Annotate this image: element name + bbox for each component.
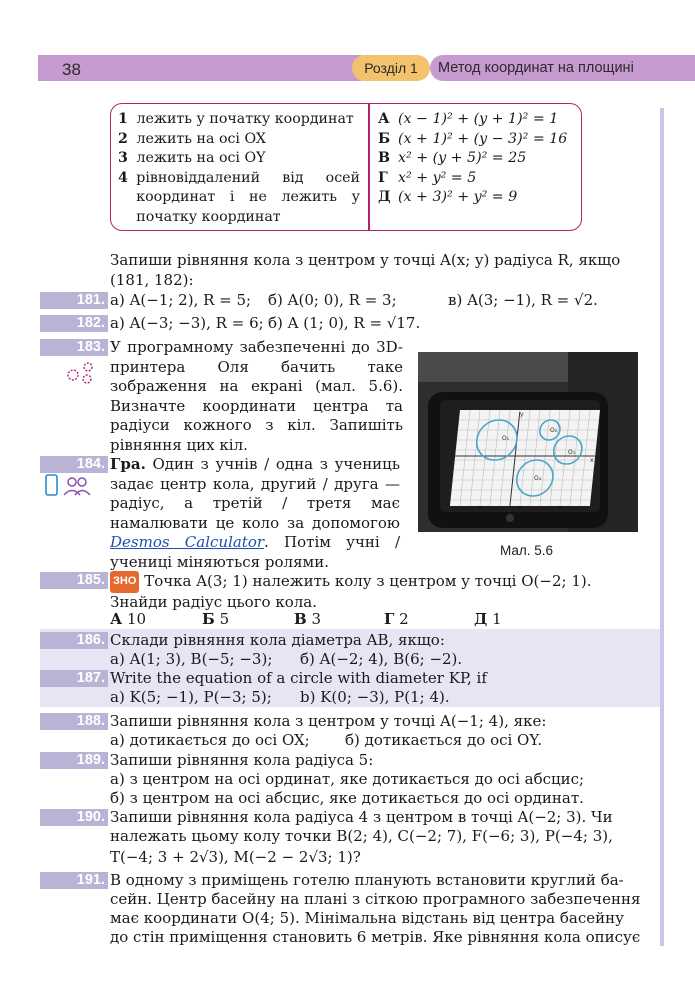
screen-label: O₂ [550, 427, 558, 434]
task-number: 184. [40, 456, 108, 473]
screen-label: x [590, 457, 594, 464]
matching-item: 4 рівновіддалений від осей координат і не лежить у початку координат [118, 169, 360, 225]
task-182-b: б) A (1; 0), R = √17. [268, 314, 421, 332]
chapter-label: Розділ 1 [352, 55, 430, 81]
option: Г 2 [384, 610, 409, 628]
screen-label: O₁ [502, 435, 510, 442]
task-number: 183. [40, 339, 108, 356]
matching-option: В x² + (y + 5)² = 25 [378, 150, 527, 166]
task-191-line2: сейн. Центр басейну на плані з сіткою програмного забезпечення [110, 890, 641, 908]
task-187-b: b) K(0; −3), P(1; 4). [300, 688, 450, 706]
task-number: 191. [40, 872, 108, 889]
matching-divider [368, 103, 370, 231]
screen-label: O₄ [534, 475, 542, 482]
matching-option: Г x² + y² = 5 [378, 169, 477, 186]
task-number: 182. [40, 315, 108, 332]
task-191-line4: до стін приміщення становить 6 метрів. Яке рівняння кола описує [110, 928, 641, 946]
task-187-text: Write the equation of a circle with diameter KP, if [110, 669, 487, 687]
task-190-line3: T(−4; 3 + 2√3), M(−2 − 2√3; 1)? [110, 848, 361, 866]
screen-label: O₃ [568, 449, 576, 456]
option: А 10 [110, 610, 147, 628]
task-186-text: Склади рівняння кола діаметра AB, якщо: [110, 631, 445, 649]
task-183-text: У програмному забезпеченні до 3D-принтера Оля бачить таке зображення на екрані (мал. 5.6). Визначте координати центра та радіуси кожного з кіл. Запишіть рівняння цих кіл. [110, 338, 403, 454]
screen-label: y [520, 411, 524, 418]
printer-screen-photo [418, 352, 638, 532]
option: Б 5 [202, 610, 230, 628]
task-number: 188. [40, 713, 108, 730]
option: Д 1 [474, 610, 502, 628]
desmos-link[interactable]: Desmos Calculator [110, 533, 265, 551]
matching-item: 3 лежить на осі OY [118, 150, 266, 166]
task-188-text: Запиши рівняння кола з центром у точці A(−1; 4), яке: [110, 712, 547, 730]
figure-caption: Мал. 5.6 [500, 543, 554, 558]
task-number: 190. [40, 809, 108, 826]
task-181-a: а) A(−1; 2), R = 5; [110, 291, 252, 309]
margin-rule [660, 108, 664, 946]
task-number: 185. [40, 572, 108, 589]
task-184-text: Гра. Один з учнів / одна з учениць задає центр кола, другий / друга — радіус, а третій / третя має намалювати це коло за допомогою Desmos Calculator. Потім учні / учениці міняються ролями. [110, 455, 400, 571]
task-number: 181. [40, 292, 108, 309]
task-182-a: а) A(−3; −3), R = 6; [110, 314, 264, 332]
task-185-text: ЗНО Точка A(3; 1) належить колу з центром у точці O(−2; 1). Знайди радіус цього кола. [110, 572, 592, 611]
task-189-b: б) з центром на осі абсцис, яке дотикається до осі ординат. [110, 789, 584, 807]
task-188-b: б) дотикається до осі OY. [345, 731, 543, 749]
matching-option: Д (x + 3)² + y² = 9 [378, 189, 518, 205]
matching-left [118, 110, 360, 227]
matching-option: Б (x + 1)² + (y − 3)² = 16 [378, 130, 568, 147]
task-186-b: б) A(−2; 4), B(6; −2). [300, 650, 463, 668]
page-number: 38 [62, 60, 81, 79]
task-186-a: а) A(1; 3), B(−5; −3); [110, 650, 273, 668]
header-bar [38, 55, 373, 81]
task-191-line1: В одному з приміщень готелю планують встановити круглий ба- [110, 871, 624, 889]
task-number: 186. [40, 632, 108, 649]
task-190-line2: належать цьому колу точки B(2; 4), C(−2; 7), F(−6; 3), P(−4; 3), [110, 827, 613, 845]
option: В 3 [294, 610, 322, 628]
zno-badge: ЗНО [110, 571, 139, 593]
task-189-a: а) з центром на осі ординат, яке дотикається до осі абсцис; [110, 770, 585, 788]
task-191-line3: має координати O(4; 5). Мінімальна відстань від центра басейну [110, 909, 624, 927]
task-188-a: а) дотикається до осі OX; [110, 731, 310, 749]
matching-right [378, 110, 578, 208]
task-181-b: б) A(0; 0), R = 3; [268, 291, 397, 309]
task-190-line1: Запиши рівняння кола радіуса 4 з центром в точці A(−2; 3). Чи [110, 808, 613, 826]
intro-text: Запиши рівняння кола з центром у точці A(x; y) радіуса R, якщо (181, 182): [110, 251, 621, 289]
task-187-a: a) K(5; −1), P(−3; 5); [110, 688, 272, 706]
matching-option: А (x − 1)² + (y + 1)² = 1 [378, 111, 559, 127]
task-181-c: в) A(3; −1), R = √2. [448, 291, 598, 309]
task-number: 189. [40, 752, 108, 769]
device-group-icon [44, 474, 94, 498]
task-number: 187. [40, 670, 108, 687]
matching-item: 1 лежить у початку координат [118, 111, 354, 127]
group-work-icon [66, 358, 96, 384]
matching-item: 2 лежить на осі OX [118, 130, 266, 147]
task-189-text: Запиши рівняння кола радіуса 5: [110, 751, 374, 769]
chapter-title: Метод координат на площині [430, 55, 695, 81]
